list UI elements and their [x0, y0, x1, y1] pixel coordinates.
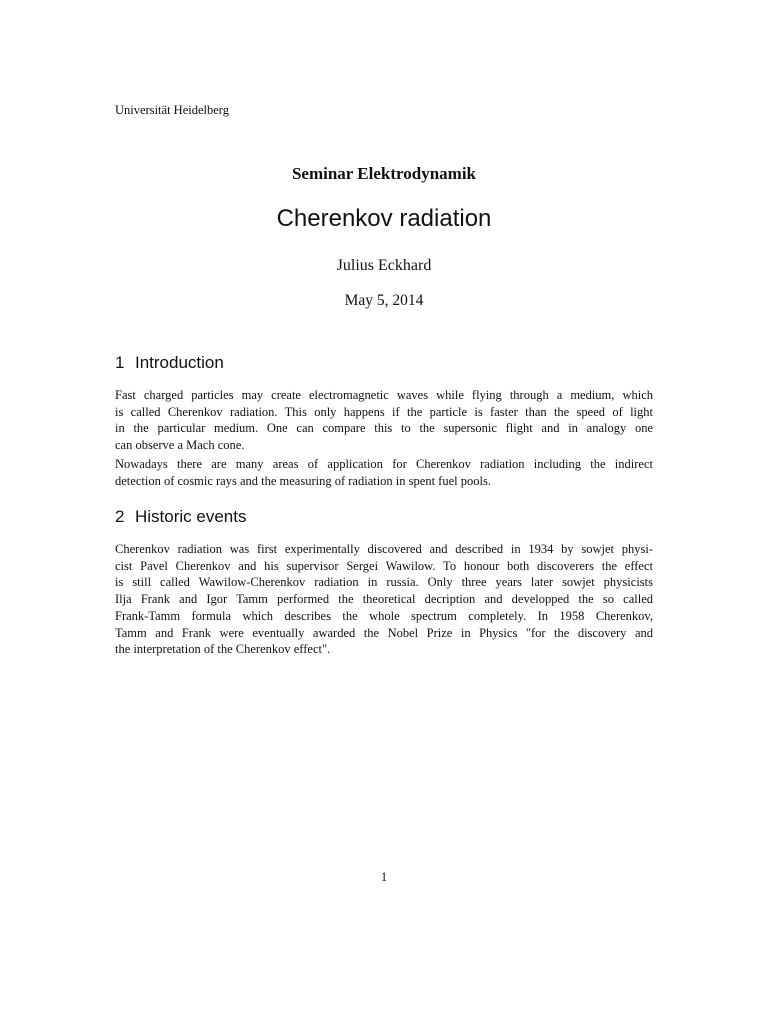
section-number: 1 — [115, 353, 125, 372]
section-title: Historic events — [135, 507, 247, 526]
text-line: Fast charged particles may create electromagnetic waves while flying through a medium, which — [115, 388, 653, 402]
text-line: Ilja Frank and Igor Tamm performed the theoretical decription and developped the so called — [115, 592, 653, 607]
section-title: Introduction — [135, 353, 224, 372]
text-line: Tamm and Frank were eventually awarded the Nobel Prize in Physics "for the discovery and — [115, 625, 653, 640]
paper-title: Cherenkov radiation — [276, 205, 492, 232]
paragraph — [115, 456, 653, 489]
text-line: is still called Wawilow-Cherenkov radiation in russia. Only three years later sowjet physicists — [115, 575, 653, 590]
date: May 5, 2014 — [344, 292, 424, 309]
text-line: Frank-Tamm formula which describes the whole spectrum completely. In 1958 Cherenkov, — [115, 608, 653, 623]
paragraph — [115, 541, 653, 658]
text-line: Cherenkov radiation was first experimentally discovered and described in 1934 by sowjet physi- — [115, 542, 653, 556]
affiliation: Universität Heidelberg — [115, 103, 229, 117]
text-line: cist Pavel Cherenkov and his supervisor Sergei Wawilow. To honour both discoverers the effect — [115, 558, 653, 573]
page-number: 1 — [380, 870, 388, 884]
author: Julius Eckhard — [336, 257, 432, 274]
text-line: is called Cherenkov radiation. This only happens if the particle is faster than the speed of light — [115, 404, 653, 419]
section-heading-historic-events — [115, 507, 246, 527]
text-line: can observe a Mach cone. — [115, 438, 245, 453]
text-line: Nowadays there are many areas of application for Cherenkov radiation including the indirect — [115, 457, 653, 471]
seminar-title: Seminar Elektrodynamik — [291, 164, 477, 183]
paragraph — [115, 387, 653, 454]
section-number: 2 — [115, 507, 125, 526]
text-line: the interpretation of the Cherenkov effect". — [115, 642, 331, 657]
text-line: detection of cosmic rays and the measuring of radiation in spent fuel pools. — [115, 473, 491, 488]
section-heading-introduction — [115, 353, 224, 373]
text-line: in the particular medium. One can compare this to the supersonic flight and in analogy one — [115, 421, 653, 436]
